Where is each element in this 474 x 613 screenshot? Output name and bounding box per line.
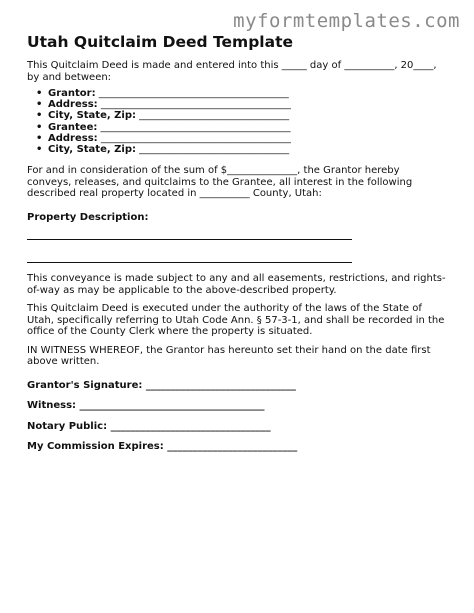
field-label: Witness: [27,400,77,412]
field-label: My Commission Expires: [27,441,164,453]
grantor-city-state-zip-field [36,110,447,121]
grantor-field [36,88,447,99]
watermark-text: myformtemplates.com [233,10,460,32]
witness-field [27,400,447,412]
intro-paragraph: This Quitclaim Deed is made and entered into this _____ day of __________, 20____, by and between: [27,60,437,83]
document-body [27,60,447,453]
field-label: City, State, Zip: [48,110,136,122]
fill-in-blank: ______________________________________ [100,121,291,133]
field-label: Notary Public: [27,420,108,432]
fill-in-blank: ______________________________ [139,143,290,155]
grantee-field [36,122,447,133]
fill-in-blank: __________________________ [167,441,298,453]
fill-in-blank: _____________________________________ [79,400,265,412]
field-label: Address: [48,99,98,111]
field-label: Grantor: [48,88,96,99]
witness-clause-paragraph: IN WITNESS WHEREOF, the Grantor has hereunto set their hand on the date first above written. [27,344,431,368]
fill-in-blank: ______________________________ [139,110,290,122]
property-description-heading: Property Description: [27,211,149,223]
fill-in-blank: ________________________________ [110,420,271,432]
property-description-line [27,262,352,263]
fill-in-blank: ______________________________________ [100,99,291,111]
field-label: City, State, Zip: [48,143,136,155]
notary-public-field [27,421,447,433]
field-label: Grantor's Signature: [27,379,143,391]
grantee-city-state-zip-field [36,144,447,155]
property-description-line [27,239,352,240]
fill-in-blank: ______________________________ [145,379,296,391]
authority-paragraph: This Quitclaim Deed is executed under the authority of the laws of the State of Utah, specifically referring to Utah Code Ann. § 57-3-1, and shall be recorded in the office of the County Clerk where the property is situated. [27,303,445,338]
page-title: Utah Quitclaim Deed Template [27,33,293,51]
commission-expires-field [27,441,447,453]
grantor-signature-field [27,380,447,392]
conveyance-paragraph: This conveyance is made subject to any and all easements, restrictions, and rights-of-way as may be applicable to the above-described property. [27,273,446,296]
field-label: Address: [48,132,98,144]
grantee-address-field [36,133,447,144]
grantor-address-field [36,99,447,110]
consideration-paragraph: For and in consideration of the sum of $______________, the Grantor hereby conveys, releases, and quitclaims to the Grantee, all interest in the following described real property located in __________ County, Utah: [27,165,413,200]
fill-in-blank: ______________________________________ [98,88,289,99]
party-list [27,88,447,155]
fill-in-blank: ______________________________________ [100,132,291,144]
field-label: Grantee: [48,121,98,133]
